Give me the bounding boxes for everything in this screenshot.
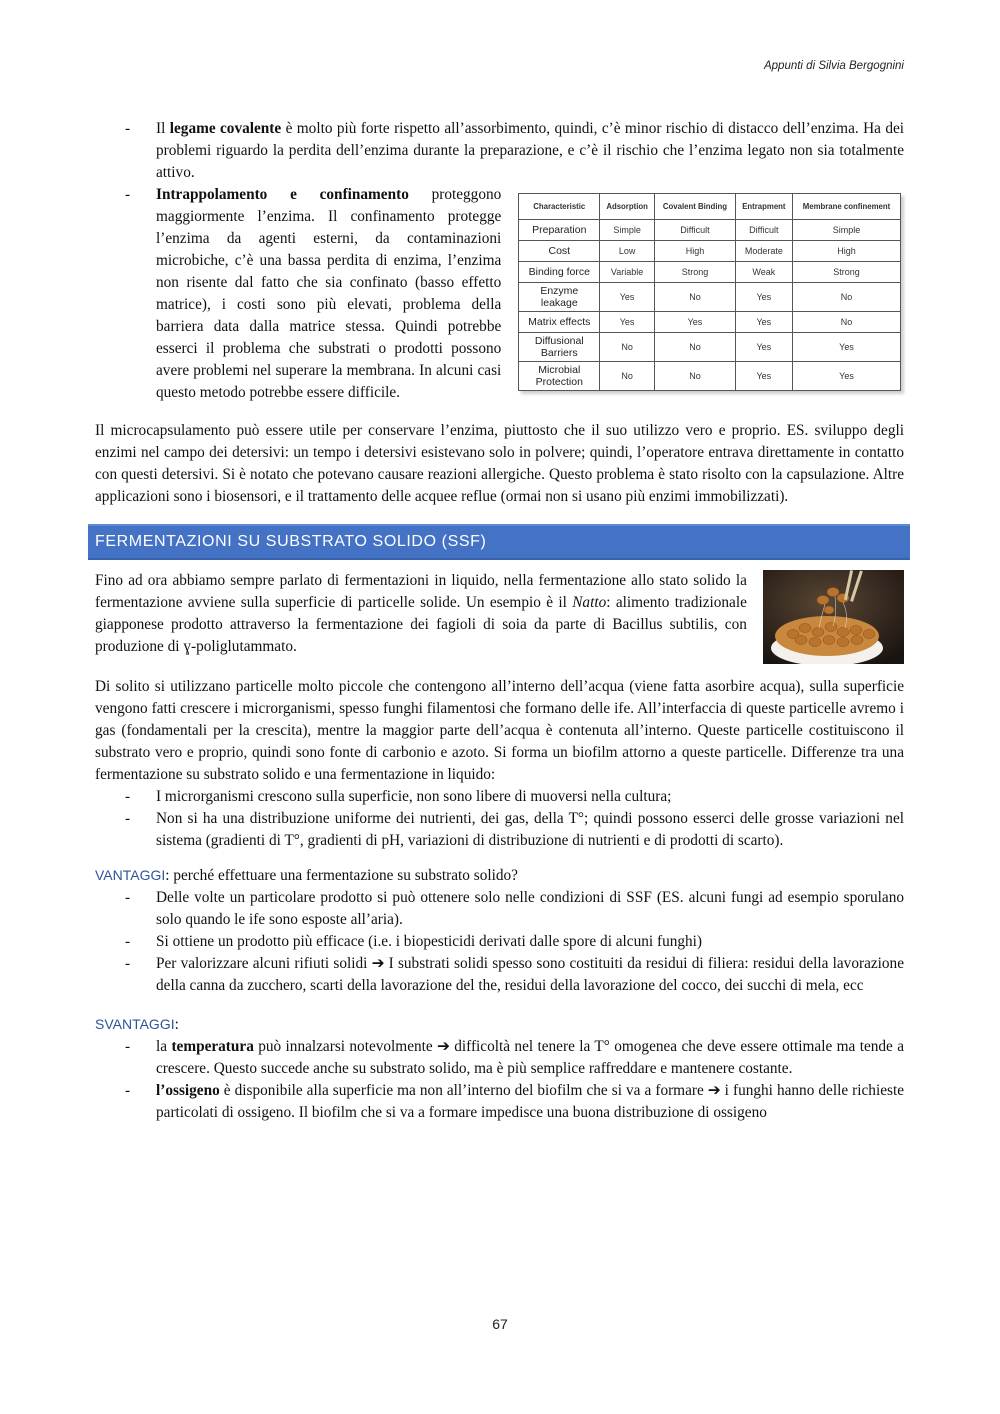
bullet-dash: - [125,788,131,805]
table-cell: Yes [736,333,793,362]
table-row [519,333,901,362]
table-row [519,262,901,283]
table-cell: Difficult [736,220,793,241]
list-item-text: è disponibile alla superficie ma non all’interno del biofilm che si va a formare ➔ i funghi hanno delle richieste particolati di ossigeno. Il biofilm che si va a formare impedisce una buona distribuzione di ossigeno [156,1082,904,1121]
table-row-header: Matrix effects [519,312,600,333]
bold-term: legame covalente [169,120,282,137]
list-item [95,931,904,953]
differences-list [95,786,904,852]
bullet-dash: - [125,889,131,906]
table-header-cell: Membrane confinement [792,194,901,220]
table-header-cell: Entrapment [736,194,793,220]
list-item-text: Non si ha una distribuzione uniforme dei nutrienti, dei gas, della T°; quindi possono esserci delle grosse variazioni nel sistema (gradienti di T°, gradienti di pH, variazioni di distribuzione di nutrienti e di prodotti di scarto). [156,810,904,849]
table-cell: Strong [792,262,901,283]
list-item-text: è molto più forte rispetto all’assorbimento, quindi, c’è minor rischio di distacco dell’enzima. Ha dei problemi riguardo la perdita dell’enzima durante la preparazione, e c’è il rischio che l’enzima legato non sia totalmente attivo. [156,120,905,181]
table-cell: Simple [792,220,901,241]
table-row [519,220,901,241]
table-header-cell: Covalent Binding [654,194,735,220]
paragraph-particles: Di solito si utilizzano particelle molto piccole che contengono all’interno dell’acqua (viene fatta asorbire acqua), sulla superficie vengono fatti crescere i microrganismi, spesso funghi filamentosi che formano delle ife. All’interfaccia di queste particelle avremo i gas (fondamentali per la crescita), mentre la maggior parte dell’acqua è contenuta all’interno. Queste particelle costituiscono il substrato vero e proprio, quindi sono fonte di carbonio e azoto. Si forma un biofilm attorno a queste particelle. Differenze tra una fermentazione su substrato solido e una fermentazione in liquido: [95,678,904,783]
immobilization-comparison-table [518,193,901,391]
table-cell: Yes [736,362,793,391]
list-item [95,184,904,404]
table-row-header: Preparation [519,220,600,241]
list-item-text: proteggono maggiormente l’enzima. Il confinamento protegge l’enzima da agenti esterni, da contaminazioni microbiche, c’è una bassa perdita di enzima, l’enzima non risente dal fatto che sia confinato (basso effetto matrice), i costi sono più elevati, problema della barriera data dalla matrice stessa. Quindi potrebbe esserci il problema che substrati o prodotti possono avere problemi nel superare la membrana. In alcuni casi questo metodo potrebbe essere difficile. [156,186,502,401]
list-item [95,118,904,184]
bullet-dash: - [125,810,131,827]
bullet-dash: - [125,120,131,137]
table-row [519,312,901,333]
table-row [519,283,901,312]
table-cell: Moderate [736,241,793,262]
vantaggi-list [95,887,904,997]
list-item-text: Il [156,120,170,137]
table-cell: Variable [600,262,655,283]
list-item [95,1036,904,1080]
table-cell: Yes [600,312,655,333]
page-number: 67 [492,1316,508,1332]
table-cell: High [792,241,901,262]
bullet-dash: - [125,1082,131,1099]
comparison-table-wrapper [518,193,904,404]
enzyme-methods-list [95,118,904,404]
table-row-header: Diffusional Barriers [519,333,600,362]
table-row-header: Cost [519,241,600,262]
table-cell: Yes [792,333,901,362]
paragraph-text: Fino ad ora abbiamo sempre parlato di fermentazioni in liquido, nella fermentazione allo stato solido la fermentazione avviene sulla superficie di particelle solide. Un esempio è il [95,572,747,611]
list-item-text-block [156,184,501,404]
table-cell: No [600,333,655,362]
table-cell: Difficult [654,220,735,241]
table-header-cell: Adsorption [600,194,655,220]
vantaggi-heading [95,864,904,887]
list-item [95,953,904,997]
paragraph-natto [95,570,747,664]
list-item [95,808,904,852]
svantaggi-list [95,1036,904,1124]
bullet-dash: - [125,955,131,972]
bold-term: temperatura [171,1038,254,1055]
table-cell: Low [600,241,655,262]
table-cell: No [792,312,901,333]
page-header: Appunti di Silvia Bergognini [763,60,904,72]
bold-term: l’ossigeno [156,1082,220,1099]
list-item [95,1080,904,1124]
table-row-header: Microbial Protection [519,362,600,391]
natto-block [95,570,904,664]
svantaggi-label: SVANTAGGI [95,1016,175,1032]
table-cell: No [600,362,655,391]
table-cell: Yes [736,312,793,333]
table-row [519,241,901,262]
table-cell: Strong [654,262,735,283]
list-item-text: I microrganismi crescono sulla superficie, non sono libere di muoversi nella cultura; [156,788,672,805]
table-cell: Simple [600,220,655,241]
paragraph-text: : alimento tradizionale giapponese prodotto attraverso la fermentazione dei fagioli di soia da parte di Bacillus subtilis, con produzione di ɣ-poliglutammato. [95,594,747,655]
table-header-row [519,194,901,220]
bold-term: Intrappolamento e confinamento [156,186,409,203]
table-header-cell: Characteristic [519,194,600,220]
list-item [95,887,904,931]
bullet-dash: - [125,933,131,950]
table-cell: No [654,283,735,312]
table-row-header: Enzyme leakage [519,283,600,312]
bullet-dash: - [125,1038,131,1055]
table-cell: No [654,362,735,391]
page-content [95,118,904,1124]
vantaggi-label: VANTAGGI [95,867,166,883]
list-item-text: Per valorizzare alcuni rifiuti solidi ➔ I substrati solidi spesso sono costituiti da residui di filiera: residui della lavorazione della canna da zucchero, scarti della lavorazione del the, residui della lavorazione del cocco, dei succhi di mela, ecc [156,955,904,994]
natto-bowl-illustration [763,570,904,664]
svantaggi-heading [95,1013,904,1036]
italic-term: Natto [572,594,607,611]
table-cell: No [654,333,735,362]
list-item [95,786,904,808]
table-cell: No [792,283,901,312]
table-row-header: Binding force [519,262,600,283]
svantaggi-colon: : [174,1016,179,1033]
table-row [519,362,901,391]
table-cell: Weak [736,262,793,283]
table-cell: Yes [792,362,901,391]
table-cell: High [654,241,735,262]
list-item-text: può innalzarsi notevolmente ➔ difficoltà nel tenere la T° omogenea che deve essere ottimale ma tende a crescere. Questo succede anche su substrato solido, ma è più semplice raffreddare e mantenere costante. [156,1038,904,1077]
table-cell: Yes [600,283,655,312]
table-cell: Yes [736,283,793,312]
vantaggi-question: : perché effettuare una fermentazione su substrato solido? [165,867,518,884]
section-heading: FERMENTAZIONI SU SUBSTRATO SOLIDO (SSF) [88,524,910,560]
natto-photo [763,570,904,664]
list-item-text: Delle volte un particolare prodotto si può ottenere solo nelle condizioni di SSF (ES. alcuni fungi ad esempio sporulano solo quando le ife sono esposte all’aria). [156,889,904,928]
bullet-dash: - [125,186,131,203]
list-item-text: Si ottiene un prodotto più efficace (i.e. i biopesticidi derivati dalle spore di alcuni funghi) [156,933,703,950]
paragraph-microcapsulation: Il microcapsulamento può essere utile per conservare l’enzima, piuttosto che il suo utilizzo vero e proprio. ES. sviluppo degli enzimi nel campo dei detersivi: un tempo i detersivi esistevano solo in polvere; quindi, l’operatore entrava direttamente in contatto con questi detersivi. Si è notato che potevano causare reazioni allergiche. Questo problema è stato risolto con la capsulazione. Altre applicazioni sono i biosensori, e il trattamento delle acquee reflue (ormai non si usano più enzimi immobilizzati). [95,422,904,505]
list-item-text: la [156,1038,172,1055]
table-cell: Yes [654,312,735,333]
